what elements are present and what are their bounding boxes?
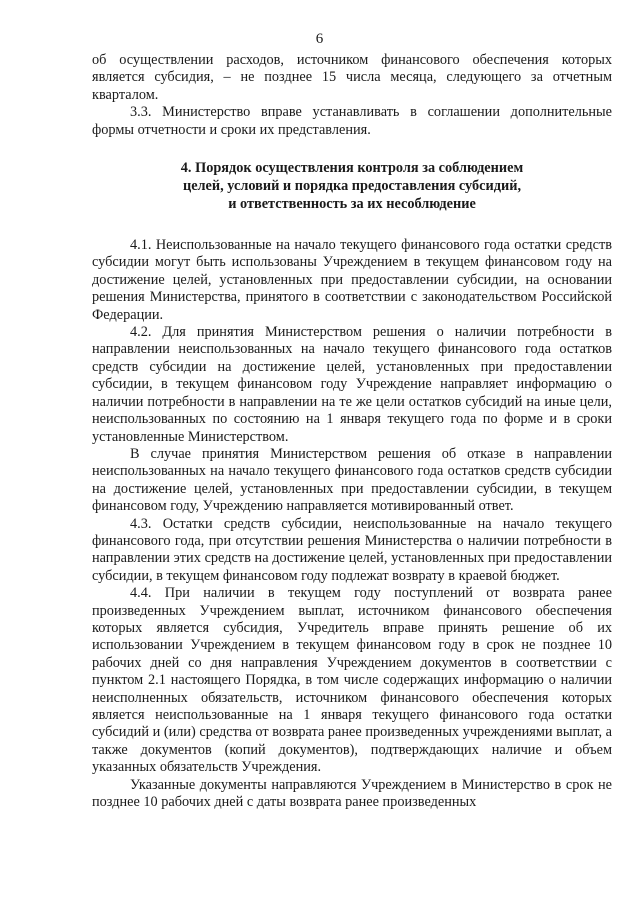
document-body — [92, 52, 612, 811]
paragraph-3-3: 3.3. Министерство вправе устанавливать в соглашении дополнительные формы отчетности и сроки их представления. — [92, 104, 612, 138]
paragraph-4-4-documents: Указанные документы направляются Учреждением в Министерство в срок не позднее 10 рабочих дней с даты возврата ранее произведенных — [92, 776, 612, 811]
section-heading-line: целей, условий и порядка предоставления субсидий, — [182, 178, 522, 195]
paragraph-4-1: 4.1. Неиспользованные на начало текущего финансового года остатки средств субсидии могут быть использованы Учреждением в текущем финансовом году на достижение целей, установленных при предоставлении субсидии, на основании решения Министерства, принятого в соответствии с законодательством Российской Федерации. — [92, 237, 612, 323]
section-heading — [92, 159, 612, 213]
paragraph-4-4: 4.4. При наличии в текущем году поступлений от возврата ранее произведенных Учреждением выплат, источником финансового обеспечения которых является субсидия, Учредитель вправе принять решение об их использовании Учреждением в текущем финансовом году в срок не позднее 10 рабочих дней со дня направления Учреждением документов в соответствии с пунктом 2.1 настоящего Порядка, в том числе содержащих информацию о наличии неисполненных обязательств, источником финансового обеспечения которых является неиспользованные на 1 января текущего финансового года остатки субсидий и (или) средства от возврата ранее произведенных учреждениями выплат, а также документов (копий документов), подтверждающих наличие и объем указанных обязательств Учреждения. — [92, 585, 612, 776]
section-heading-line: 4. Порядок осуществления контроля за соблюдением — [180, 160, 524, 177]
section-heading-line: и ответственность за их несоблюдение — [228, 196, 476, 213]
page-number: 6 — [315, 31, 324, 47]
paragraph-continuation: об осуществлении расходов, источником финансового обеспечения которых является субсидия, – не позднее 15 числа месяца, следующего за отчетным кварталом. — [92, 52, 612, 103]
paragraph-4-3: 4.3. Остатки средств субсидии, неиспользованные на начало текущего финансового года, при отсутствии решения Министерства о наличии потребности в направлении этих средств на достижение целей, установленных при предоставлении субсидии, в текущем финансовом году подлежат возврату в краевой бюджет. — [92, 515, 612, 584]
paragraph-4-2: 4.2. Для принятия Министерством решения о наличии потребности в направлении неиспользованных на начало текущего финансового года остатков средств субсидии на достижение целей, установленных при предоставлении субсидии, в текущем финансовом году Учреждение направляет информацию о наличии потребности в направлении на те же цели остатков субсидий на иные цели, неиспользованных по состоянию на 1 января текущего года по форме и в сроки установленные Министерством. — [92, 324, 612, 445]
paragraph-4-2-refusal: В случае принятия Министерством решения об отказе в направлении неиспользованных на начало текущего финансового года остатков средств субсидии на достижение целей, установленных при предоставлении субсидии, в текущем финансовом году, Учреждению направляется мотивированный ответ. — [92, 445, 612, 515]
